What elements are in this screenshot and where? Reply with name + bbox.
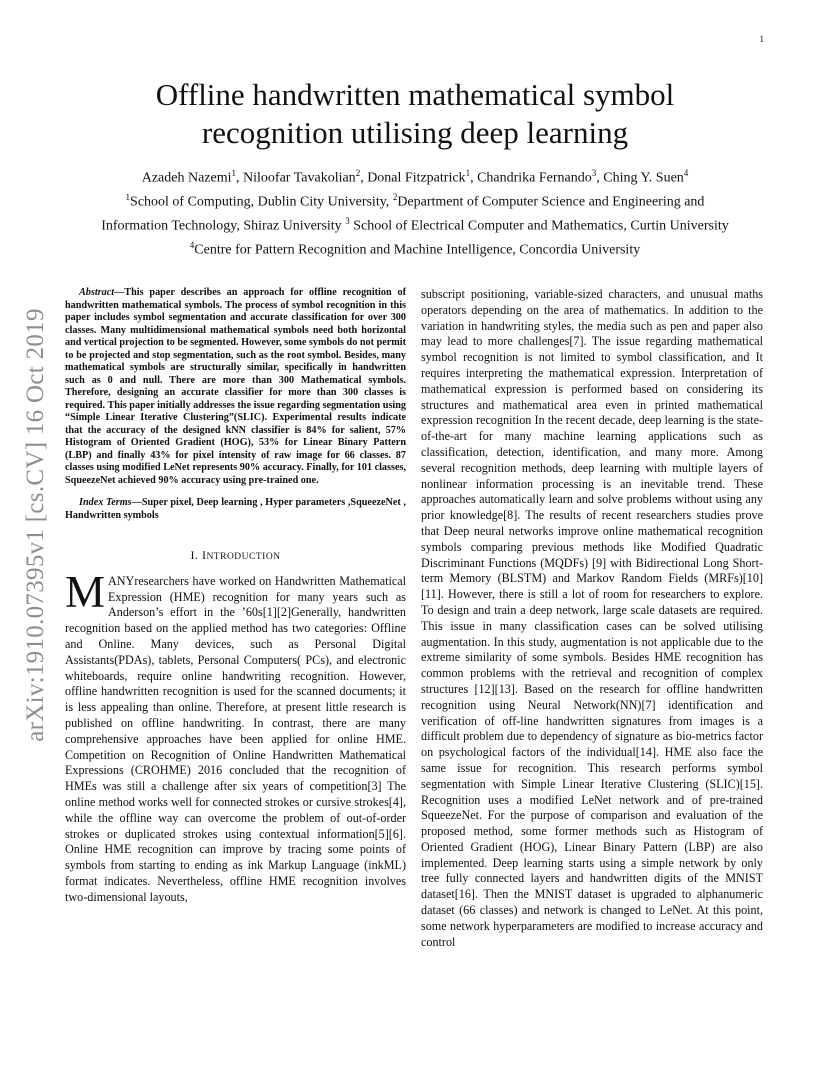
affiliation-mark: 4 <box>189 240 195 251</box>
affiliation-text: School of Computing, Dublin City University, <box>130 194 393 210</box>
index-terms <box>65 497 406 522</box>
affiliation-mark: 1 <box>125 192 131 203</box>
affiliation-line-3 <box>60 236 770 260</box>
affiliation-mark: 3 <box>345 216 350 227</box>
affiliation-text: School of Electrical Computer and Mathematics, Curtin University <box>349 218 729 234</box>
affiliation-line-1 <box>60 188 770 212</box>
section-title-rest: NTRODUCTION <box>206 552 281 562</box>
author-name: , Niloofar Tavakolian <box>236 170 356 186</box>
index-terms-body: —Super pixel, Deep learning , Hyper parameters ,SqueezeNet , Handwritten symbols <box>65 497 406 521</box>
author-name: , Ching Y. Suen <box>596 170 684 186</box>
affiliation-text: Department of Computer Science and Engineering and <box>397 194 705 210</box>
arxiv-stamp-text: arXiv:1910.07395v1 [cs.CV] 16 Oct 2019 <box>22 308 50 742</box>
affiliation-mark: 1 <box>465 168 471 178</box>
drop-cap: M <box>65 566 106 617</box>
section-heading-introduction <box>65 548 406 566</box>
author-names <box>60 164 770 188</box>
affiliation-mark: 2 <box>355 168 361 178</box>
title-line-1: Offline handwritten mathematical symbol <box>155 77 675 112</box>
section-title-initial: I <box>201 548 207 562</box>
introduction-body: ANYresearchers have worked on Handwritten Mathematical Expression (HME) recognition for many years such as Anderson’s effort in the ’60s[1][2]Generally, handwritten recognition based on the applied method has two categories: Offline and Online. Many devices, such as Personal Digital Assistants(PDAs), tablets, Personal Computers( PCs), and electronic whiteboards, require online handwriting recognition. However, offline handwritten recognition is used for the scanned documents; it is less appealing than online. Therefore, at present little research is published on offline handwriting. In contrast, there are many comprehensive approaches have been applied for online HME. Competition on Recognition of Online Handwritten Mathematical Expressions (CROHME) 2016 concluded that the recognition of HMEs was still a challenge after six years of competition[3] The online method works well for connected strokes or cursive strokes[4], while the offline way can overcome the problem of out-of-order strokes or duplicated strokes using contextual information[5][6]. Online HME recognition can improve by tracing some points of symbols from starting to ending as ink Markup Language (inkML) format indicates. Nevertheless, offline HME recognition involves two-dimensional layouts, <box>65 573 406 904</box>
paper-title <box>70 76 760 152</box>
arxiv-stamp <box>14 285 58 765</box>
author-name: Azadeh Nazemi <box>141 170 232 186</box>
affiliation-mark: 2 <box>392 192 398 203</box>
affiliation-text: Information Technology, Shiraz University <box>101 218 346 234</box>
abstract-body: —This paper describes an approach for offline recognition of handwritten mathematical symbols. The process of symbol recognition in this paper includes symbol segmentation and accurate classification for over 300 classes. Many multidimensional mathematical symbols need both horizontal and vertical projection to be segmented. However, some symbols do not permit to be projected and stop segmentation, such as the root symbol. Besides, many mathematical symbols are structurally similar, specifically in handwritten such as 0 and null. There are more than 300 Mathematical symbols. Therefore, designing an accurate classifier for more than 300 classes is required. This paper initially addresses the issue regarding segmentation using “Simple Linear Iterative Clustering”(SLIC). Experimental results indicate that the accuracy of the designed kNN classifier is 84% for salient, 57% Histogram of Oriented Gradient (HOG), 53% for Linear Binary Pattern (LBP) and finally 43% for pixel intensity of raw image for 66 classes. 87 classes using modified LeNet represents 90% accuracy. Finally, for 101 classes, SqueezeNet achieved 90% accuracy using pre-trained one. <box>65 287 406 486</box>
author-name: , Donal Fitzpatrick <box>360 170 466 186</box>
author-block <box>60 164 770 261</box>
title-line-2: recognition utilising deep learning <box>201 115 629 150</box>
index-terms-heading: Index Terms <box>79 497 132 508</box>
section-number: I. <box>190 548 199 562</box>
right-column-paragraph: subscript positioning, variable-sized characters, and unusual maths operators depending on the area of mathematics. In addition to the variation in handwriting styles, the media such as pen and paper also may lead to more challenges[7]. The issue regarding mathematical symbol recognition is not limited to symbol classification, and It requires interpreting the mathematical expression. Interpretation of mathematical expression is performed based on considering its structures and mathematical area even in printed mathematical expression recognition In the recent decade, deep learning is the state-of-the-art for many machine learning applications such as classification, detection, identification, and many more. Among several recognition methods, deep learning with multiple layers of nonlinear information processing is an inevitable trend. These approaches automatically learn and solve problems without using any prior knowledge[8]. The results of recent researchers studies prove that Deep neural networks improve online mathematical recognition symbols comparing previous methods like Modified Quadratic Discriminant Functions (MQDFs) [9] with Bidirectional Long Short-term Memory (BLSTM) and Markov Random Fields (MRFs)[10][11]. However, there is still a lot of room for researchers to explore. To design and train a deep network, large scale datasets are required. This issue in many classification cases can be solved utilising augmentation. In this study, augmentation is not applicable due to the extreme similarity of some symbols. Besides HME recognition has common problems with the retrieval and recognition of complex structures [12][13]. Based on the research for offline handwritten recognition using Neural Network(NN)[7] identification and verification of off-line handwritten signatures from images is a difficult problem due to dependency of signature as bio-metrics factor on psychological factors of the individual[14]. HME also face the same issue for recognition. This research performs symbol segmentation with Simple Linear Iterative Clustering (SLIC)[15]. Recognition uses a modified LeNet network and of pre-trained SqueezeNet. For the purpose of comparison and evaluation of the proposed method, some former methods such as Histogram of Oriented Gradient (HOG), Linear Binary Pattern (LBP) are also implemented. Deep learning starts using a simple network by only tree fully connected layers and handwritten digits of the MNIST dataset[16]. Then the MNIST dataset is upgraded to alphanumeric dataset (66 classes) and network is changed to LeNet. At this point, some network hyperparameters are modified to increase accuracy and control <box>421 287 763 949</box>
introduction-paragraph <box>65 566 406 906</box>
right-column <box>421 287 763 950</box>
affiliation-mark: 1 <box>231 168 237 178</box>
page-number: 1 <box>759 34 764 44</box>
affiliation-line-2 <box>60 212 770 236</box>
abstract <box>65 287 406 487</box>
affiliation-text: Centre for Pattern Recognition and Machine Intelligence, Concordia University <box>194 243 641 259</box>
affiliation-mark: 3 <box>591 168 597 178</box>
left-column <box>65 287 406 906</box>
author-name: , Chandrika Fernando <box>470 170 592 186</box>
affiliation-mark: 4 <box>683 168 689 178</box>
abstract-heading: Abstract <box>79 287 115 298</box>
